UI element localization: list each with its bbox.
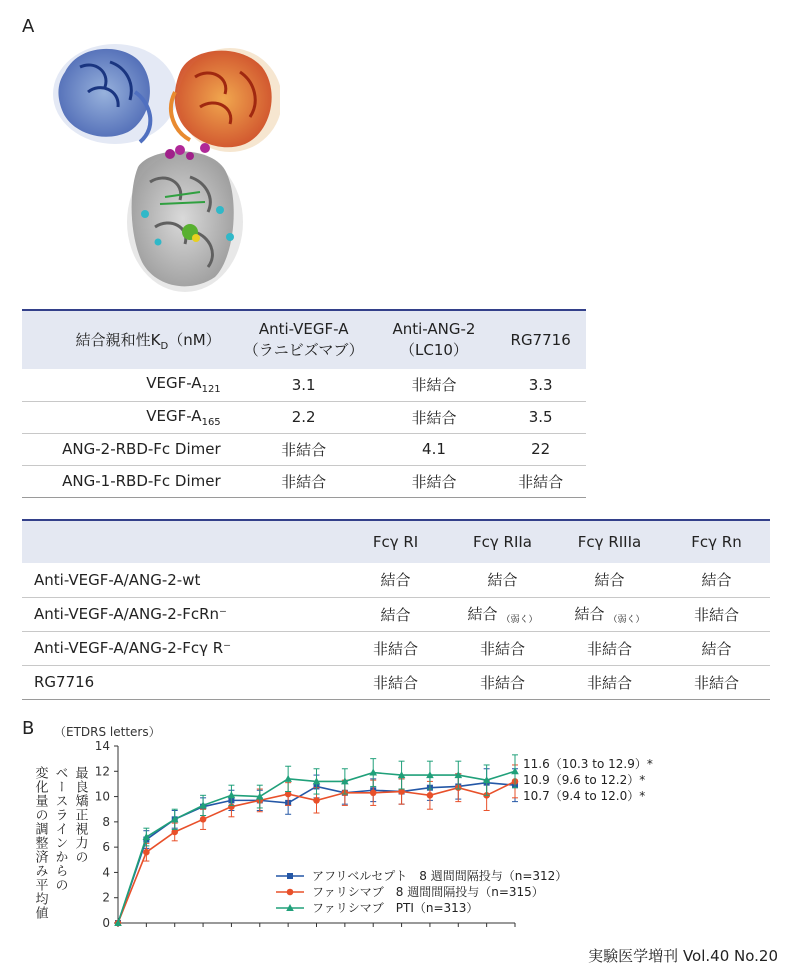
- table-row: VEGF-$A_{165}$ 2.2 非結合 3.5: [22, 401, 586, 433]
- y-axis-label-line2: ベースラインからの: [52, 766, 68, 892]
- table-row: ANG-1-RBD-Fc Dimer 非結合 非結合 非結合: [22, 465, 586, 497]
- weak-note: （弱く）: [501, 615, 538, 625]
- data-point: [143, 849, 150, 856]
- y-tick-label: 0: [102, 916, 110, 930]
- end-value-label: 11.6（10.3 to 12.9）*: [523, 757, 653, 771]
- y-tick-label: 8: [102, 814, 110, 829]
- table-row: Anti-VEGF-A/ANG-2-FcRn⁻ 結合 結合 $_{(弱く)}$ 結合 $_{(弱く)}$ 非結合: [22, 597, 770, 631]
- y-axis-label-line3: 最良矯正視力の: [72, 766, 88, 864]
- protein-structure-image: [40, 32, 280, 302]
- table-header-row: [22, 310, 586, 369]
- rg7716-header: RG7716: [510, 331, 571, 349]
- table-header-row: [22, 520, 770, 563]
- data-point: [313, 797, 320, 804]
- y-tick-label: 10: [94, 789, 110, 804]
- data-point: [427, 792, 434, 799]
- legend-marker: [287, 873, 293, 879]
- data-point: [200, 816, 207, 823]
- panel-b-label: B: [22, 718, 35, 739]
- fcgr3a-header: Fcγ RIIIa: [577, 533, 642, 551]
- y-tick-label: 12: [94, 764, 110, 779]
- table-row: RG7716 非結合 非結合 非結合 非結合: [22, 665, 770, 699]
- legend-label: アフリベルセプト 8 週間間隔投与（n=312）: [312, 869, 568, 883]
- y-axis-label-line1: 変化量の調整済み平均値: [32, 766, 48, 920]
- fcgr1-header: Fcγ RI: [372, 533, 419, 551]
- y-unit-label: （ETDRS letters）: [54, 725, 161, 739]
- fcrn-header: Fcγ Rn: [691, 533, 742, 551]
- anti-ang2-header: Anti-ANG-2 （LC10）: [392, 320, 476, 359]
- binding-affinity-table: [22, 309, 586, 498]
- legend-label: ファリシマブ 8 週間間隔投与（n=315）: [312, 885, 544, 899]
- y-tick-label: 6: [102, 840, 110, 855]
- fcgr2a-header: Fcγ RIIa: [473, 533, 532, 551]
- table-row: Anti-VEGF-A/ANG-2-Fcγ R⁻ 非結合 非結合 非結合 結合: [22, 631, 770, 665]
- bcva-change-chart: [0, 720, 800, 945]
- table-row: Anti-VEGF-A/ANG-2-wt 結合 結合 結合 結合: [22, 563, 770, 597]
- panel-a-label: A: [22, 16, 35, 37]
- y-tick-label: 14: [94, 739, 110, 753]
- fc-receptor-table: [22, 519, 770, 700]
- anti-vegf-header: Anti-VEGF-A （ラニビズマブ）: [243, 320, 364, 359]
- y-tick-label: 4: [102, 865, 110, 880]
- data-point: [143, 833, 151, 840]
- table-row: ANG-2-RBD-Fc Dimer 非結合 4.1 22: [22, 433, 586, 465]
- end-value-label: 10.9（9.6 to 12.2）*: [523, 773, 646, 787]
- journal-footer: 実験医学増刊 Vol.40 No.20: [588, 947, 778, 965]
- table-row: VEGF-$A_{121}$ 3.1 非結合 3.3: [22, 369, 586, 401]
- weak-note: （弱く）: [608, 615, 645, 625]
- legend-marker: [287, 889, 294, 896]
- affinity-header-cell: 結合親和性$K_D(nM)$: [75, 330, 221, 352]
- y-tick-label: 2: [102, 890, 110, 905]
- end-value-label: 10.7（9.4 to 12.0）*: [523, 789, 646, 803]
- legend-label: ファリシマブ PTI（n=313）: [312, 901, 479, 915]
- data-point: [370, 789, 377, 796]
